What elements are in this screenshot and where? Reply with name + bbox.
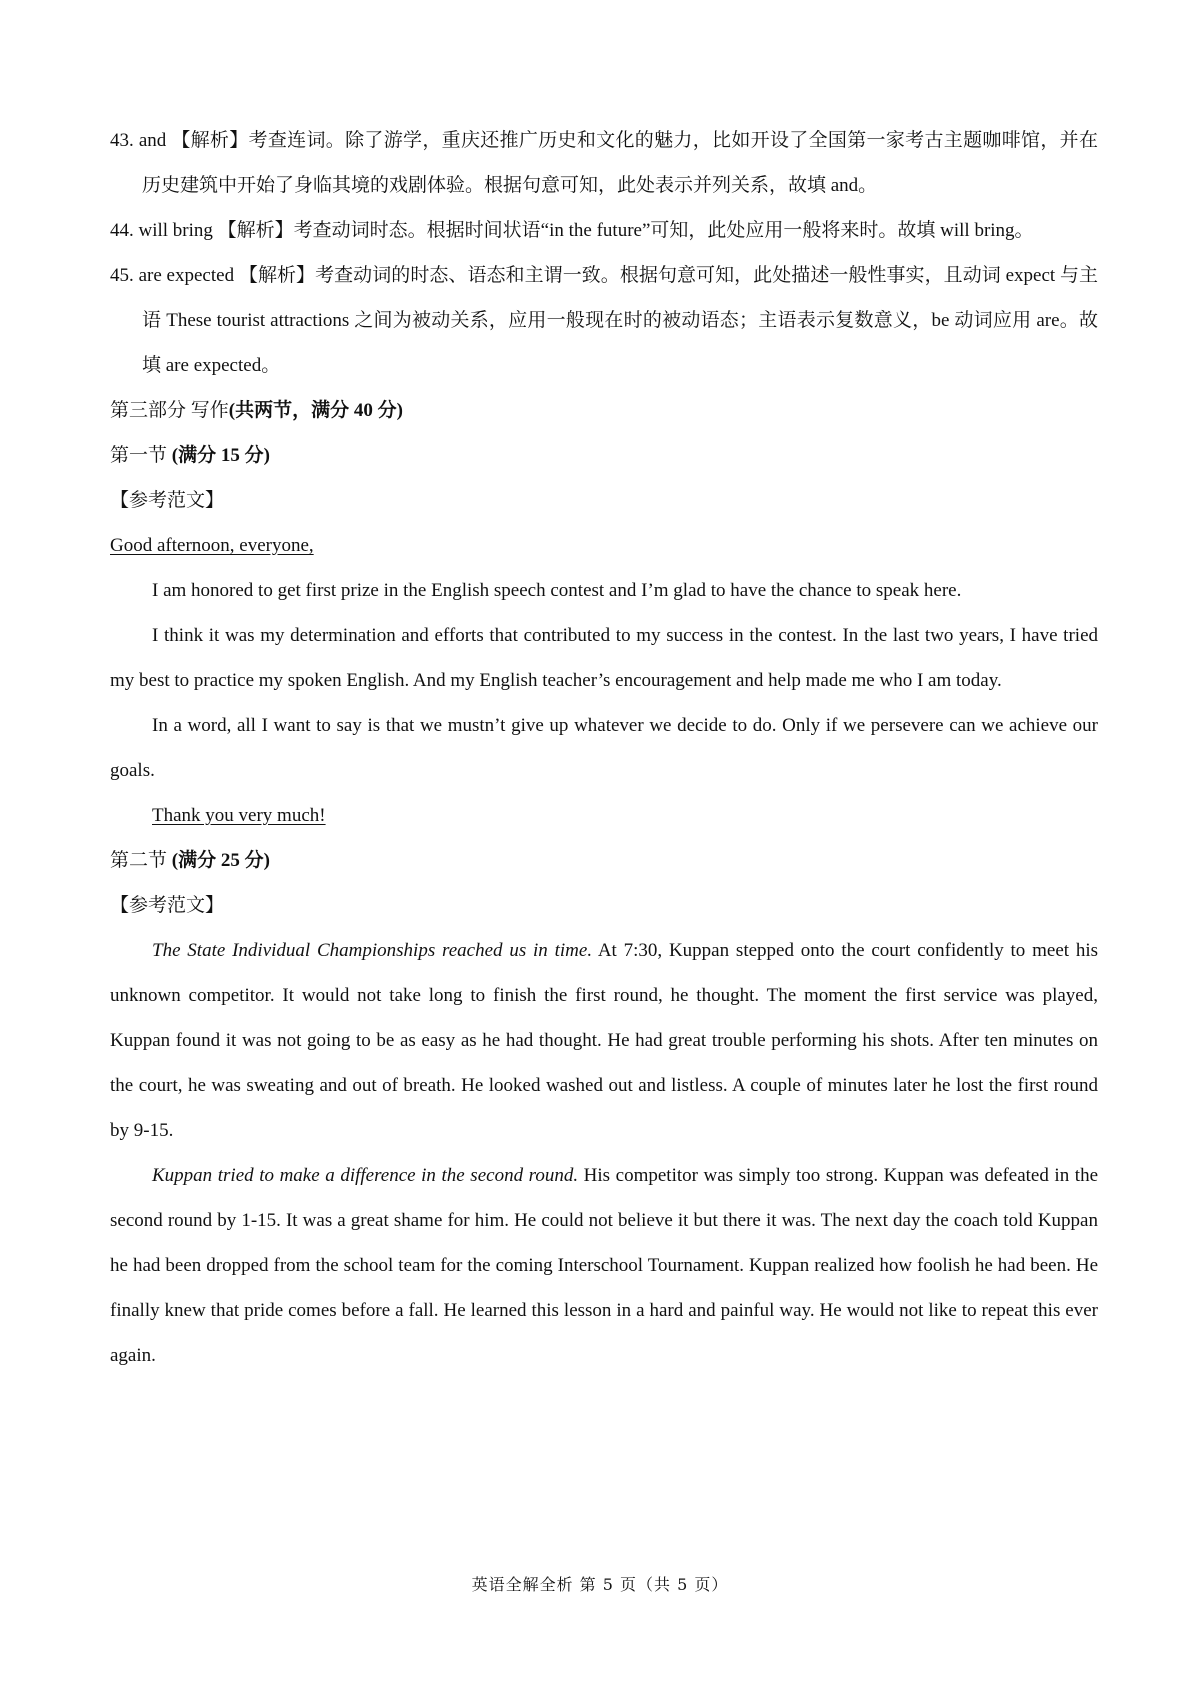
- paragraph-body: His competitor was simply too strong. Kuppan was defeated in the second round by 1-15. It was a great shame for him. He could not believe it but there it was. The next day the coach told Kuppan he had been dropped from the school team for the coming Interschool Tournament. Kuppan realized how foolish he had been. He finally knew that pride comes before a fall. He learned this lesson in a hard and painful way. He would not like to repeat this ever again.: [110, 1165, 1099, 1366]
- part3-heading: [110, 388, 1098, 433]
- section2-title: 第二节: [110, 850, 172, 871]
- answer-analysis: 【解析】考查动词时态。根据时间状语“in the future”可知，此处应用一般将来时。故填 will bring。: [217, 220, 1034, 241]
- section2-score: (满分 25 分): [171, 850, 270, 871]
- answer-number: 43.: [110, 130, 134, 151]
- greeting-text: Good afternoon, everyone,: [110, 535, 314, 556]
- answer-text: are expected: [138, 265, 235, 286]
- essay-closing: [110, 793, 1098, 838]
- section1-reference-label: 【参考范文】: [110, 490, 225, 511]
- answer-analysis: 【解析】考查动词的时态、语态和主谓一致。根据句意可知，此处描述一般性事实，且动词 expect 与主语 These tourist attractions 之间为被动关系，应用一般现在时的被动语态；主语表示复数意义，be 动词应用 are。故填 are expected。: [142, 265, 1099, 376]
- paragraph-lead-sentence: Kuppan tried to make a difference in the second round.: [152, 1165, 579, 1186]
- part3-score: (共两节，满分 40 分): [228, 400, 403, 421]
- closing-text: Thank you very much!: [152, 805, 326, 826]
- document-body: [110, 118, 1098, 1378]
- section1-score: (满分 15 分): [171, 445, 270, 466]
- answer-text: will bring: [138, 220, 213, 241]
- answer-analysis: 【解析】考查连词。除了游学，重庆还推广历史和文化的魅力，比如开设了全国第一家考古主题咖啡馆，并在历史建筑中开始了身临其境的戏剧体验。根据句意可知，此处表示并列关系，故填 and。: [142, 130, 1098, 196]
- story-paragraph-1: [110, 928, 1098, 1153]
- answer-number: 45.: [110, 265, 134, 286]
- essay-greeting: [110, 523, 1098, 568]
- section2-reference-label: 【参考范文】: [110, 895, 225, 916]
- answer-text: and: [138, 130, 167, 151]
- essay-paragraph: I am honored to get first prize in the English speech contest and I’m glad to have the chance to speak here.: [152, 580, 962, 601]
- paragraph-body: At 7:30, Kuppan stepped onto the court confidently to meet his unknown competitor. It would not take long to finish the first round, he thought. The moment the first service was played, Kuppan found it was not going to be as easy as he had thought. He had great trouble performing his shots. After ten minutes on the court, he was sweating and out of breath. He looked washed out and listless. A couple of minutes later he lost the first round by 9-15.: [110, 940, 1099, 1141]
- answer-number: 44.: [110, 220, 134, 241]
- section1-heading: [110, 433, 1098, 478]
- answer-43: [110, 118, 1098, 208]
- essay-paragraph: In a word, all I want to say is that we mustn’t give up whatever we decide to do. Only if we persevere can we achieve our goals.: [110, 715, 1098, 781]
- essay-paragraph: I think it was my determination and efforts that contributed to my success in the contest. In the last two years, I have tried my best to practice my spoken English. And my English teacher’s encouragement and help made me who I am today.: [110, 625, 1098, 691]
- page-footer: 英语全解全析 第 5 页（共 5 页）: [471, 1575, 729, 1594]
- section2-heading: [110, 838, 1098, 883]
- section1-title: 第一节: [110, 445, 172, 466]
- answer-44: [110, 208, 1098, 253]
- paragraph-lead-sentence: The State Individual Championships reached us in time.: [152, 940, 593, 961]
- story-paragraph-2: [110, 1153, 1098, 1378]
- part3-title: 第三部分 写作: [110, 400, 229, 421]
- answer-45: [110, 253, 1098, 388]
